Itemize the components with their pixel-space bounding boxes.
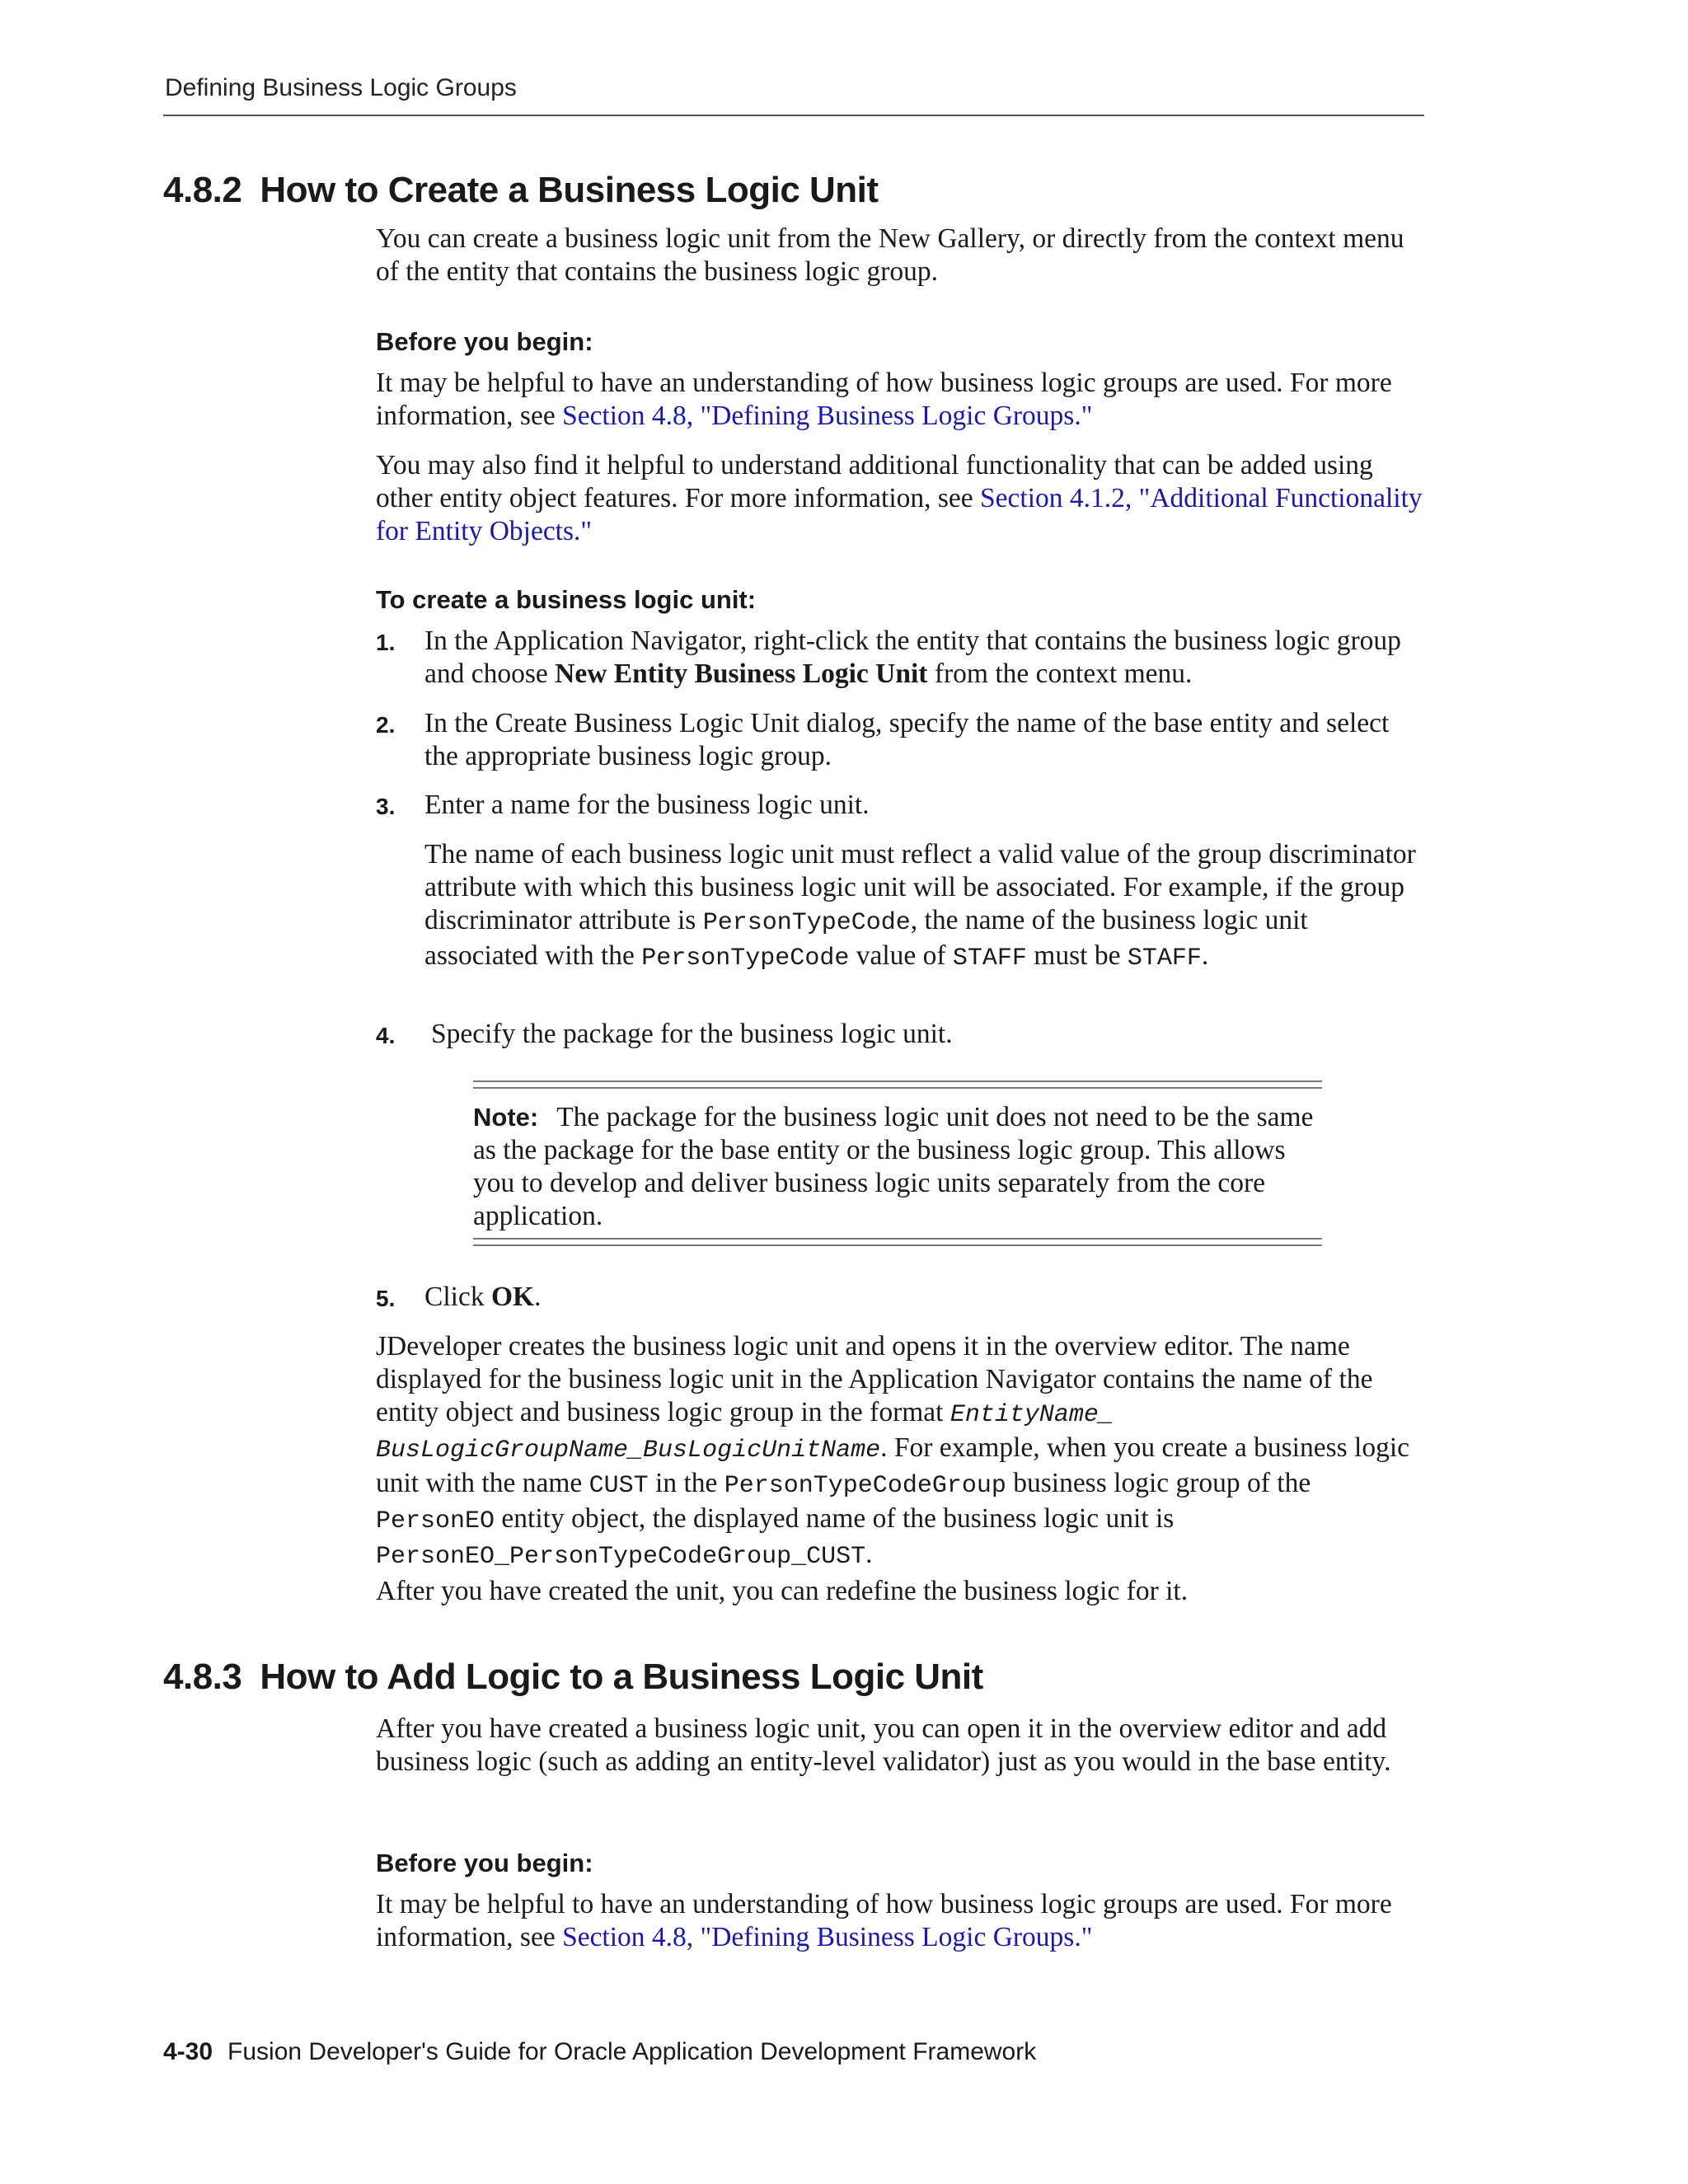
header-divider: [163, 115, 1424, 116]
section-483-intro: After you have created a business logic unit, you can open it in the overview editor and add business logic (such as adding an entity-level validator) just as you would in the base entity.: [376, 1713, 1391, 1777]
closing-paragraph: After you have created the unit, you can redefine the business logic for it.: [376, 1576, 1189, 1606]
note-rule-bottom-2: [473, 1244, 1322, 1246]
running-header: Defining Business Logic Groups: [165, 74, 517, 101]
section-title: How to Create a Business Logic Unit: [260, 170, 879, 210]
step-number: 3.: [376, 794, 396, 819]
note-rule-top: [473, 1080, 1322, 1082]
note-text: The package for the business logic unit does not need to be the same as the package for the base entity or the business logic group. This allows you to develop and deliver business logic units separately from the core application.: [473, 1102, 1314, 1231]
step-1: 1. In the Application Navigator, right-click the entity that contains the business logic group and choose New Entity Business Logic Unit from the context menu.: [376, 626, 1401, 689]
step-3: 3. Enter a name for the business logic unit.: [376, 790, 870, 820]
step-number: 4.: [376, 1023, 396, 1048]
step-number: 5.: [376, 1286, 396, 1311]
section-4-1-2-link[interactable]: Section 4.1.2, "Additional Functionality for Entity Objects.": [376, 483, 1423, 546]
step-number: 1.: [376, 630, 396, 655]
section-heading-4-8-2: [163, 170, 879, 211]
procedure-heading: To create a business logic unit:: [376, 585, 757, 614]
section-number: 4.8.2: [163, 170, 242, 210]
note-rule-top-2: [473, 1087, 1322, 1089]
ok-label: OK: [490, 1282, 535, 1312]
before-paragraph-1: It may be helpful to have an understanding of how business logic groups are used. For more information, see Section 4.8, "Defining Business Logic Groups.": [376, 368, 1392, 431]
step-5: 5. Click OK.: [376, 1282, 542, 1312]
step-4: 4. Specify the package for the business logic unit.: [376, 1019, 953, 1049]
page-footer: [163, 2038, 1036, 2066]
book-title: Fusion Developer's Guide for Oracle Application Development Framework: [227, 2038, 1037, 2065]
note-box: [473, 1101, 1322, 1233]
section-heading-4-8-3: [163, 1657, 983, 1698]
note-rule-bottom: [473, 1238, 1322, 1240]
result-paragraph: JDeveloper creates the business logic unit and opens it in the overview editor. The name displayed for the business logic unit in the Application Navigator contains the name of the entity object and business logic group in the format EntityName_ BusLogicGroupName_BusLogicUnitName. For example, when you create a business logic unit with the name CUST in the PersonTypeCodeGroup business logic group of the PersonEO entity object, the displayed name of the business logic unit is PersonEO_PersonTypeCodeGroup_CUST.: [376, 1331, 1410, 1571]
section-intro: You can create a business logic unit from the New Gallery, or directly from the context menu of the entity that contains the business logic group.: [376, 223, 1404, 287]
before-paragraph-483: It may be helpful to have an understanding of how business logic groups are used. For more information, see Section 4.8, "Defining Business Logic Groups.": [376, 1889, 1392, 1952]
section-4-8-link-2[interactable]: Section 4.8, "Defining Business Logic Groups.": [562, 1922, 1093, 1952]
page-number: 4-30: [163, 2038, 213, 2065]
section-title: How to Add Logic to a Business Logic Unit: [260, 1657, 983, 1697]
step-number: 2.: [376, 712, 396, 738]
section-4-8-link[interactable]: Section 4.8, "Defining Business Logic Groups.": [562, 401, 1093, 431]
before-paragraph-2: You may also find it helpful to understand additional functionality that can be added using other entity object features. For more information, see Section 4.1.2, "Additional Functionality for Entity Objects.": [376, 450, 1423, 546]
step-2: 2. In the Create Business Logic Unit dialog, specify the name of the base entity and select the appropriate business logic group.: [376, 708, 1390, 771]
before-you-begin-heading-2: Before you begin:: [376, 1849, 593, 1877]
note-label: Note:: [473, 1103, 539, 1132]
before-you-begin-heading: Before you begin:: [376, 327, 593, 356]
step-3-detail: The name of each business logic unit must reflect a valid value of the group discriminator attribute with which this business logic unit will be associated. For example, if the group discriminator attribute is PersonTypeCode, the name of the business logic unit associated with the PersonTypeCode value of STAFF must be STAFF.: [424, 839, 1416, 972]
section-number: 4.8.3: [163, 1657, 242, 1697]
menu-item-name: New Entity Business Logic Unit: [555, 658, 928, 689]
